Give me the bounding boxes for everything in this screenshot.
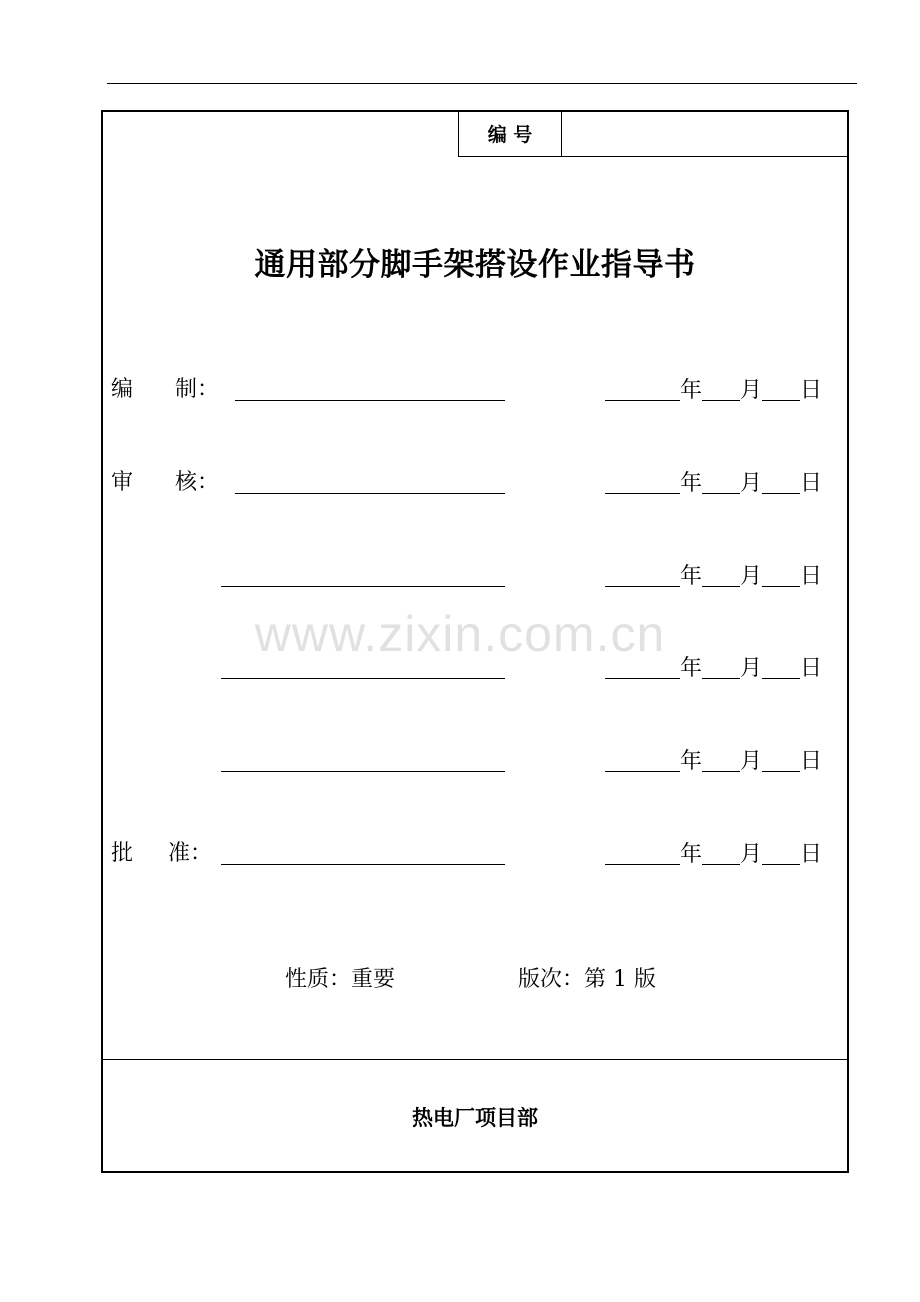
- day-unit: 日: [800, 749, 823, 774]
- month-unit: 月: [740, 656, 763, 681]
- month-unit: 月: [740, 378, 763, 403]
- signature-row-reviewed: [103, 465, 847, 501]
- year-unit: 年: [680, 564, 703, 589]
- signature-row-reviewer-2: [103, 558, 847, 594]
- signature-label: 批 准：: [111, 841, 212, 866]
- date-field: [605, 372, 822, 408]
- year-blank[interactable]: [605, 558, 680, 587]
- year-unit: 年: [680, 471, 703, 496]
- day-unit: 日: [800, 378, 823, 403]
- signature-line[interactable]: [221, 864, 505, 865]
- day-unit: 日: [800, 842, 823, 867]
- document-number-box: [458, 112, 848, 157]
- month-blank[interactable]: [702, 743, 740, 772]
- month-blank[interactable]: [702, 836, 740, 865]
- date-field: [605, 743, 822, 779]
- signature-row-prepared: [103, 372, 847, 408]
- document-number-label: 编 号: [459, 112, 562, 156]
- day-blank[interactable]: [762, 836, 800, 865]
- day-unit: 日: [800, 564, 823, 589]
- month-unit: 月: [740, 749, 763, 774]
- month-blank[interactable]: [702, 558, 740, 587]
- month-unit: 月: [740, 564, 763, 589]
- day-blank[interactable]: [762, 743, 800, 772]
- signature-label: 编 制：: [111, 377, 219, 402]
- month-unit: 月: [740, 842, 763, 867]
- organization-name: 热电厂项目部: [412, 1106, 538, 1130]
- day-blank[interactable]: [762, 558, 800, 587]
- signature-line[interactable]: [221, 678, 505, 679]
- document-edition: 版次：第 1 版: [518, 967, 656, 992]
- year-blank[interactable]: [605, 372, 680, 401]
- year-blank[interactable]: [605, 743, 680, 772]
- signature-line[interactable]: [221, 771, 505, 772]
- footer-divider: [103, 1059, 847, 1060]
- date-field: [605, 836, 822, 872]
- month-blank[interactable]: [702, 372, 740, 401]
- signature-row-reviewer-4: [103, 743, 847, 779]
- signature-line[interactable]: [235, 400, 505, 401]
- year-unit: 年: [680, 749, 703, 774]
- signature-label: 审 核：: [111, 470, 219, 495]
- year-unit: 年: [680, 842, 703, 867]
- signature-row-approved: [103, 836, 847, 872]
- month-blank[interactable]: [702, 465, 740, 494]
- header-rule: [107, 83, 857, 84]
- document-nature: 性质：重要: [285, 967, 396, 992]
- signature-line[interactable]: [235, 493, 505, 494]
- date-field: [605, 465, 822, 501]
- month-unit: 月: [740, 471, 763, 496]
- document-title: 通用部分脚手架搭设作业指导书: [254, 247, 696, 283]
- year-unit: 年: [680, 656, 703, 681]
- day-unit: 日: [800, 656, 823, 681]
- year-blank[interactable]: [605, 836, 680, 865]
- date-field: [605, 558, 822, 594]
- day-blank[interactable]: [762, 372, 800, 401]
- signature-line[interactable]: [221, 586, 505, 587]
- year-unit: 年: [680, 378, 703, 403]
- watermark: www.zixin.com.cn: [254, 606, 666, 662]
- year-blank[interactable]: [605, 465, 680, 494]
- day-blank[interactable]: [762, 465, 800, 494]
- document-number-field[interactable]: [562, 112, 848, 156]
- day-unit: 日: [800, 471, 823, 496]
